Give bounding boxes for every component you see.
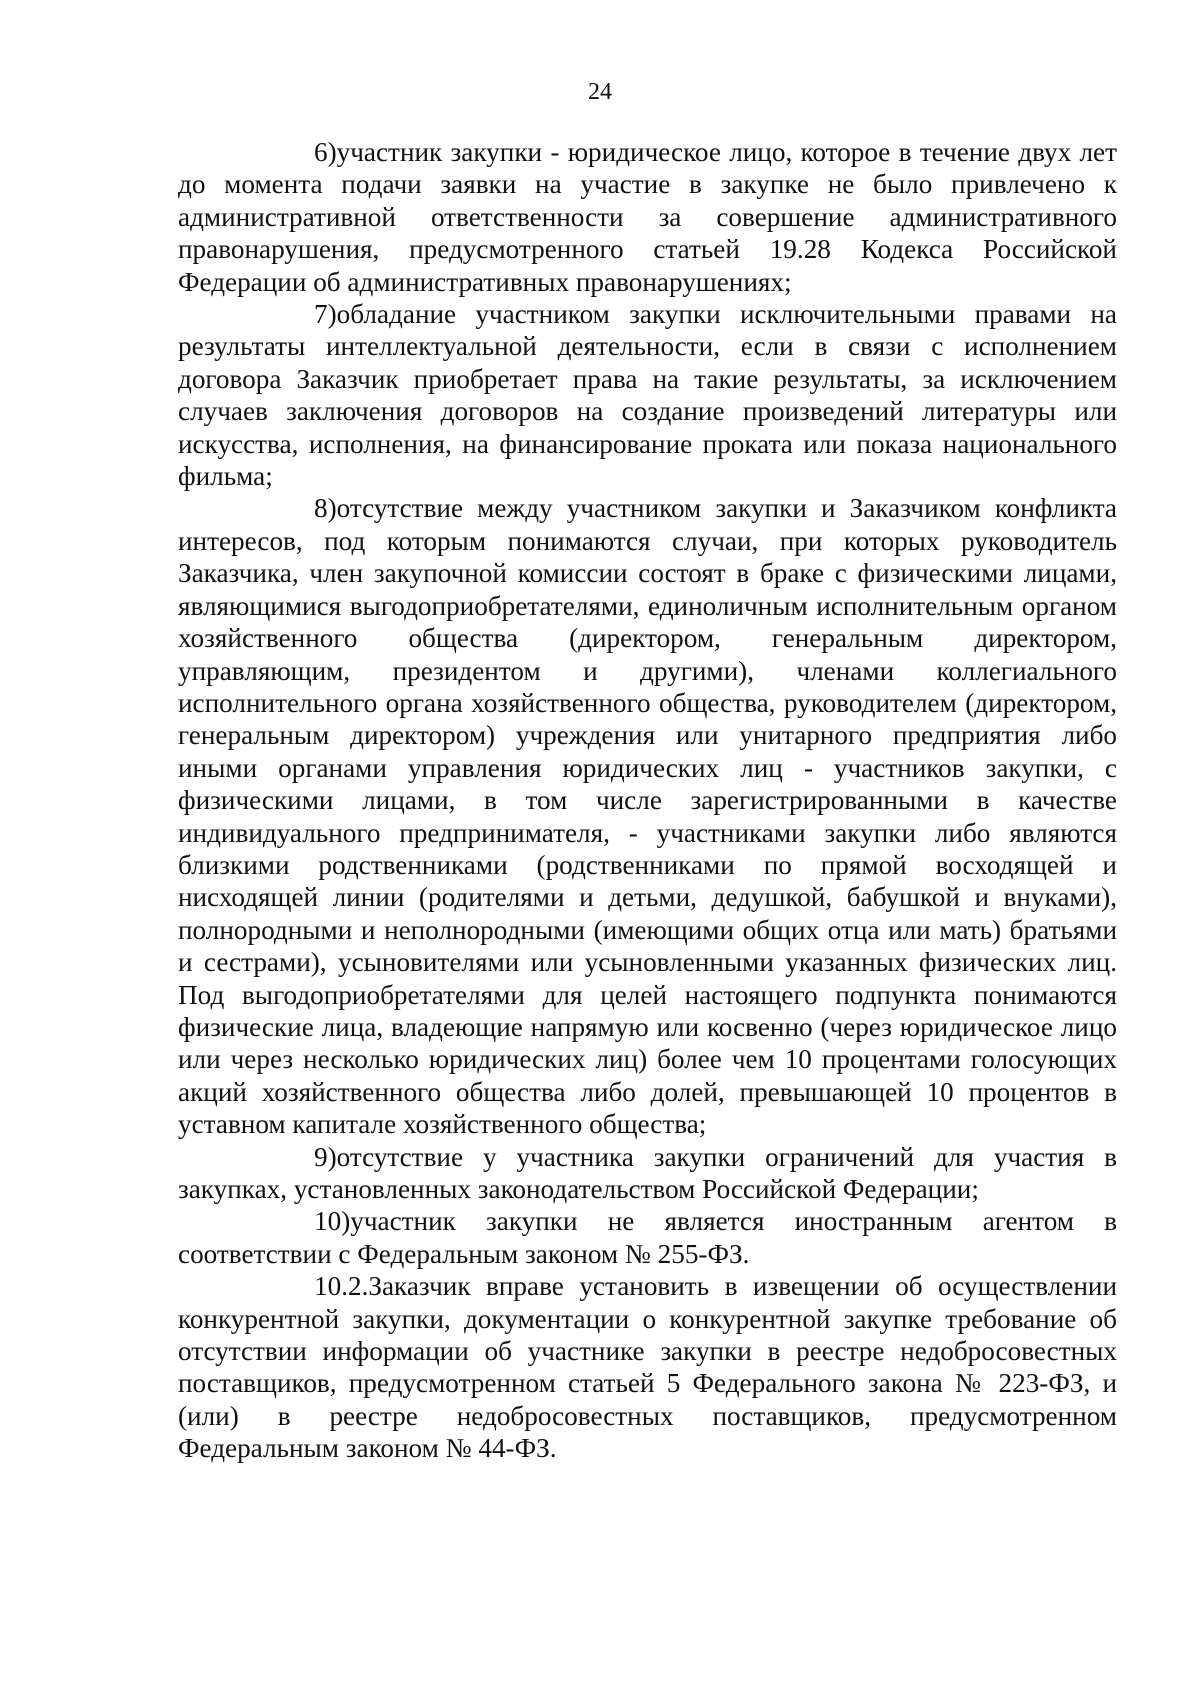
section-text: Заказчик вправе установить в извещении об осуществлении конкурентной закупки, документации о конкурентной закупке требование об отсутствии информации об участнике закупки в реестре недобросовестных поставщиков, предусмотренном статьей 5 Федерального закона № 223-ФЗ, и (или) в реестре недобросовестных поставщиков, предусмотренном Федеральным законом № 44-ФЗ. <box>178 1271 1117 1464</box>
paragraph-section-10-2 <box>178 1270 1117 1464</box>
item-text: участник закупки не является иностранным агентом в соответствии с Федеральным законом № 255-ФЗ. <box>178 1206 1117 1269</box>
paragraph-item-9 <box>178 1141 1117 1206</box>
item-marker: 10) <box>314 1206 351 1237</box>
item-marker: 6) <box>314 137 337 167</box>
item-marker: 9) <box>314 1141 337 1172</box>
document-body <box>178 136 1117 1465</box>
paragraph-item-10 <box>178 1205 1117 1270</box>
paragraph-item-6 <box>178 136 1117 298</box>
item-text: отсутствие между участником закупки и Заказчиком конфликта интересов, под которым понимаются случаи, при которых руководитель Заказчика, член закупочной комиссии состоят в браке с физическими лицами, являющимися выгодоприобретателями, единоличным исполнительным органом хозяйственного общества (директором, генеральным директором, управляющим, президентом и другими), членами коллегиального исполнительного органа хозяйственного общества, руководителем (директором, генеральным директором) учреждения или унитарного предприятия либо иными органами управления юридических лиц - участников закупки, с физическими лицами, в том числе зарегистрированными в качестве индивидуального предпринимателя, - участниками закупки либо являются близкими родственниками (родственниками по прямой восходящей и нисходящей линии (родителями и детьми, дедушкой, бабушкой и внуками), полнородными и неполнородными (имеющими общих отца или мать) братьями и сестрами), усыновителями или усыновленными указанных физических лиц. Под выгодоприобретателями для целей настоящего подпункта понимаются физические лица, владеющие напрямую или косвенно (через юридическое лицо или через несколько юридических лиц) более чем 10 процентами голосующих акций хозяйственного общества либо долей, превышающей 10 процентов в уставном капитале хозяйственного общества; <box>178 493 1117 1140</box>
item-text: участник закупки - юридическое лицо, которое в течение двух лет до момента подачи заявки на участие в закупке не было привлечено к административной ответственности за совершение административного правонарушения, предусмотренного статьей 19.28 Кодекса Российской Федерации об административных правонарушениях; <box>178 137 1117 297</box>
item-marker: 7) <box>314 299 337 330</box>
item-marker: 8) <box>314 493 337 524</box>
item-text: обладание участником закупки исключительными правами на результаты интеллектуальной деятельности, если в связи с исполнением договора Заказчик приобретает права на такие результаты, за исключением случаев заключения договоров на создание произведений литературы или искусства, исполнения, на финансирование проката или показа национального фильма; <box>178 299 1117 492</box>
page-number: 24 <box>588 79 612 105</box>
item-text: отсутствие у участника закупки ограничений для участия в закупках, установленных законодательством Российской Федерации; <box>178 1141 1117 1204</box>
section-marker: 10.2. <box>314 1271 369 1302</box>
paragraph-item-7 <box>178 298 1117 492</box>
paragraph-item-8 <box>178 492 1117 1140</box>
